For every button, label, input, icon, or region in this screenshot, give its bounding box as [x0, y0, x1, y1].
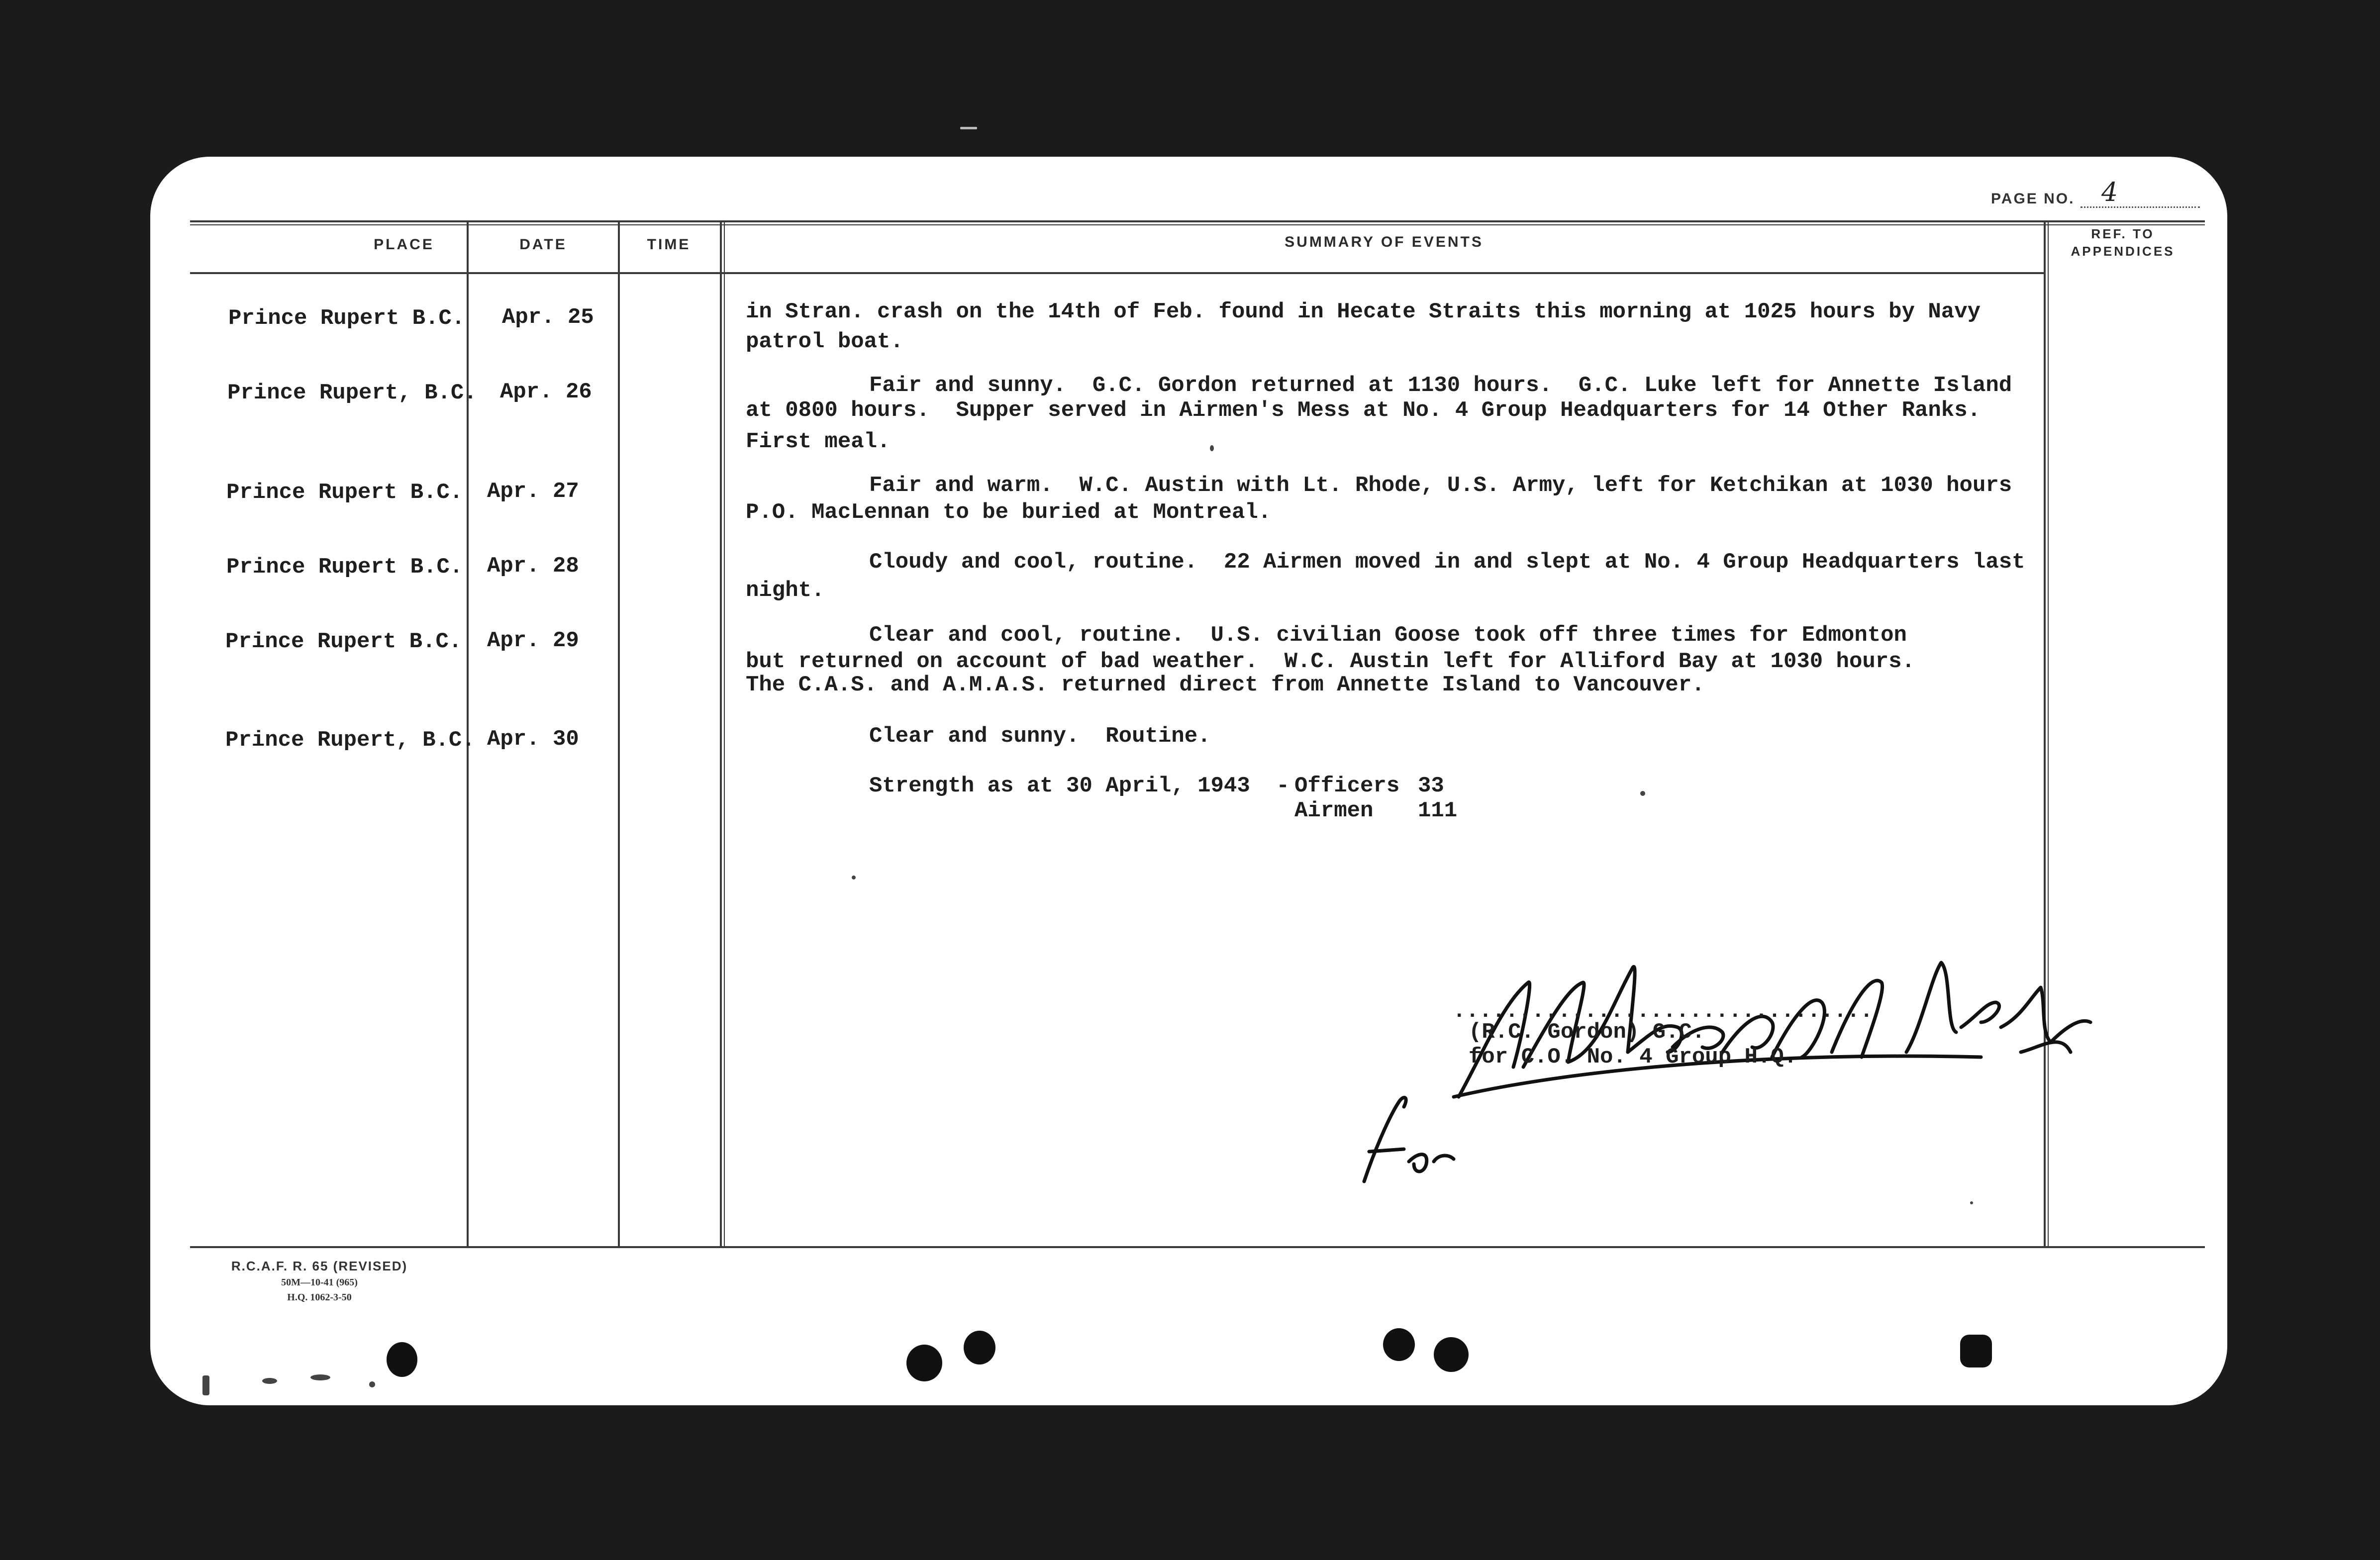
strength-label: Strength as at 30 April, 1943 -: [869, 774, 1289, 798]
header-summary: SUMMARY OF EVENTS: [1285, 234, 1484, 250]
summary-line-9: night.: [746, 578, 825, 603]
footer-form-number: R.C.A.F. R. 65 (REVISED): [231, 1259, 408, 1273]
summary-line-1: in Stran. crash on the 14th of Feb. found in Hecate Straits this morning at 1025 hours by Navy: [746, 299, 1981, 324]
footer-print-code: 50M—10-41 (965): [281, 1277, 358, 1288]
signature-dots: ................................: [1453, 999, 1873, 1024]
summary-line-4: at 0800 hours. Supper served in Airmen's Mess at No. 4 Group Headquarters for 14 Other Ranks.: [746, 398, 1981, 423]
date-entry-3: Apr. 27: [487, 479, 579, 504]
punch-hole-1: [387, 1342, 417, 1377]
signature-title-line: for C.O. No. 4 Group H.Q.: [1469, 1045, 1797, 1070]
page-number-rule: [2081, 206, 2200, 208]
date-entry-5: Apr. 29: [487, 628, 579, 653]
header-ref-line1: REF. TO: [2091, 226, 2155, 241]
place-entry-1: Prince Rupert B.C.: [228, 306, 465, 331]
speck-outside: [960, 127, 977, 129]
column-rule-date-time: [618, 222, 620, 1248]
date-entry-1: Apr. 25: [502, 305, 594, 330]
date-entry-6: Apr. 30: [487, 727, 579, 752]
summary-line-10: Clear and cool, routine. U.S. civilian Goose took off three times for Edmonton: [869, 623, 1907, 648]
strength-officers-label: Officers: [1294, 774, 1400, 798]
signature-name-line: (R.C. Gordon) G.C.: [1469, 1020, 1705, 1045]
footer-rule: [190, 1246, 2205, 1248]
summary-line-6: Fair and warm. W.C. Austin with Lt. Rhode, U.S. Army, left for Ketchikan at 1030 hours: [869, 473, 2012, 498]
page-number-value: 4: [2101, 178, 2118, 207]
speck-4: [1970, 1201, 1973, 1204]
place-entry-3: Prince Rupert B.C.: [226, 480, 463, 505]
summary-line-3: Fair and sunny. G.C. Gordon returned at 1130 hours. G.C. Luke left for Annette Island: [869, 373, 2012, 398]
strength-airmen-label: Airmen: [1294, 798, 1374, 823]
place-entry-2: Prince Rupert, B.C.: [227, 381, 477, 405]
place-entry-4: Prince Rupert B.C.: [226, 555, 463, 580]
column-rule-time-summary-2: [724, 222, 725, 1248]
strength-officers-value: 33: [1418, 774, 1444, 798]
place-entry-6: Prince Rupert, B.C.: [225, 728, 475, 753]
header-ref-line2: APPENDICES: [2071, 244, 2175, 259]
header-time: TIME: [647, 236, 691, 253]
smudge-4: [369, 1381, 375, 1387]
punch-hole-6: [1960, 1335, 1992, 1367]
summary-line-12: The C.A.S. and A.M.A.S. returned direct from Annette Island to Vancouver.: [746, 673, 1705, 697]
smudge-2: [262, 1378, 277, 1384]
strength-airmen-value: 111: [1418, 798, 1458, 823]
handwritten-signature: [1334, 903, 2170, 1241]
date-entry-2: Apr. 26: [500, 380, 592, 404]
column-rule-time-summary: [720, 222, 722, 1248]
summary-line-7: P.O. MacLennan to be buried at Montreal.: [746, 500, 1272, 525]
summary-line-2: patrol boat.: [746, 329, 903, 354]
punch-hole-4: [1383, 1328, 1415, 1361]
place-entry-5: Prince Rupert B.C.: [225, 629, 462, 654]
punch-hole-2: [906, 1345, 942, 1381]
speck-2: [852, 876, 856, 879]
summary-line-13: Clear and sunny. Routine.: [869, 724, 1211, 749]
page-number-label: PAGE NO.: [1991, 191, 2075, 207]
footer-hq-reference: H.Q. 1062-3-50: [287, 1292, 352, 1303]
smudge-1: [202, 1375, 209, 1395]
header-date: DATE: [519, 236, 567, 253]
header-top-rule: [190, 220, 2205, 222]
header-place: PLACE: [374, 236, 434, 253]
form-card: [150, 157, 2227, 1405]
punch-hole-5: [1434, 1337, 1469, 1372]
smudge-3: [310, 1374, 330, 1380]
summary-line-5: First meal.: [746, 429, 891, 454]
punch-hole-3: [964, 1331, 995, 1365]
summary-line-11: but returned on account of bad weather. W.C. Austin left for Alliford Bay at 1030 hours.: [746, 649, 1915, 674]
header-top-rule-2: [190, 224, 2205, 225]
speck-1: [1210, 445, 1214, 451]
summary-line-8: Cloudy and cool, routine. 22 Airmen moved in and slept at No. 4 Group Headquarters last: [869, 550, 2025, 575]
date-entry-4: Apr. 28: [487, 554, 579, 579]
speck-3: [1640, 791, 1645, 796]
